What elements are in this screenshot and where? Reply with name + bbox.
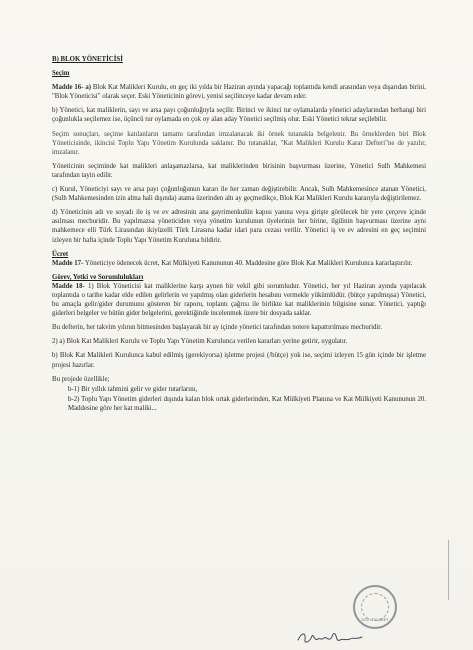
official-stamp: [353, 585, 397, 629]
handwritten-signature: [296, 628, 366, 646]
madde-17-text: Yöneticiye ödenecek ücret, Kat Mülkiyeti Kanununun 40. Maddesine göre Blok Kat Malikleri Kurulunca kararlaştırılır.: [84, 259, 413, 267]
madde-17: [52, 259, 426, 268]
madde-16-a-text: Blok Kat Malikleri Kurulu, en geç iki yılda bir Haziran ayında yapacağı toplantıda kendi arasından veya dışarıdan birini, "Blok Yöneticisi" olarak seçer. Eski Yöneticinin görevi, yenisi seçilinceye kadar devam eder.: [52, 84, 426, 101]
madde-18-text: 1) Blok Yöneticisi kat maliklerine karşı aynen bir vekil gibi sorumludur. Yönetici, her yıl Haziran ayında yapılacak toplantıda o tarihe kadar elde edilen gelirlerin ve yapılmış olan giderlerin hesabını vermekle yükümlüdür. (bütçe yapılmışsa) Yönetici, bu amaçla gelir/gider durumunu gösteren bir raporu, toplantı çağrısı ile birlikte kat maliklerinin bilgisine sunar. Yönetici, yaptığı giderleri belgeler ve bütün gider belgelerini, gerektiğinde incelenmek üzere bir dosyada saklar.: [52, 282, 427, 318]
secim-heading: Seçim: [52, 70, 70, 78]
stamp-text: SÖZ. TİCARET: [361, 617, 389, 622]
defter-paragraph: Bu defterin, her takvim yılının bitmesinden başlayarak bir ay içinde yönetici tarafından notere kapattırılması mecburidir.: [52, 324, 382, 332]
gorev-heading: Görev, Yetki ve Sorumlulukları: [52, 273, 144, 281]
madde-18-2a: 2) a) Blok Kat Malikleri Kurulu ve Toplu Yapı Yönetim Kurulunca verilen kararları yerine getirir, uygulatır.: [52, 338, 348, 346]
document-body: [52, 55, 426, 414]
proje-list: [52, 385, 426, 413]
proje-intro: Bu projede özellikle;: [52, 375, 110, 383]
madde-18-b: b) Blok Kat Malikleri Kurulunca kabul edilmiş (gerekiyorsa) işletme projesi (/bütçe) yok ise, seçimi izleyen 15 gün içinde bir işletme projesi hazırlar.: [52, 352, 426, 369]
secim-sonuclari: Seçim sonuçları, seçime katılanların tamamı tarafından imzalanacak iki örnek tutanakla belgelenir. Bu örneklerden biri Blok Yöneticisinde, ikincisi Toplu Yapı Yönetim Kurulunda saklanır. Bu tutanaklar, "Kat Malikleri Kurulu Karar Defteri"ne de yazılır, imzalanır.: [52, 130, 426, 156]
madde-16-c: c) Kurul, Yöneticiyi sayı ve arsa payı çoğunluğunun kararı ile her zaman değiştirebilir. Ancak, Sulh Mahkemesince atanan Yönetici, (Sulh Mahkemesinden izin alma hali dışında) atama üzerinden altı ay geçmedikçe, Blok Kat Malikleri Kurulu kararıyla değiştirilemez.: [52, 186, 426, 203]
madde-16-d: d) Yöneticinin adı ve soyadı ile iş ve ev adresinin ana gayrimenkulün kapısı yanına veya girişte görülecek bir yere çerçeve içinde asılması mecburidir. Bu yapılmazsa yöneticiden veya yönetim kurulunun üyelerinin her birine, ilgilinin başvurması üzerine aynı mahkemece elli Türk Lirasından ikiyüzelli Türk Lirasına kadar idari para cezası verilir. Yönetici iş ve ev adresini en geç seçimini izleyen bir hafta içinde Toplu Yapı Yönetim Kuruluna bildirir.: [52, 209, 426, 244]
anlasmazlik-paragraph: Yöneticinin seçiminde kat malikleri anlaşamazlarsa, kat maliklerinden birisinin başvurması üzerine, Yönetici Sulh Mahkemesi tarafından tayin edilir.: [52, 162, 426, 179]
madde-16-b: b) Yönetici, kat maliklerin, sayı ve arsa payı çoğunluğuyla seçilir. Birinci ve ikinci tur oylamalarda yönetici adaylarından herhangi biri çoğunlukla seçilemez ise, üçüncü tur oylamada en çok oy alan aday Yönetici seçilmiş olur. Eski Yönetici tekrar seçilebilir.: [52, 107, 426, 124]
madde-18-label: Madde 18-: [52, 282, 85, 290]
madde-18: [52, 282, 426, 318]
section-title: B) BLOK YÖNETİCİSİ: [52, 56, 123, 63]
madde-16-label: Madde 16- a): [52, 84, 92, 92]
madde-16-a: [52, 83, 426, 101]
margin-seal-mark: [448, 540, 463, 600]
list-item: b-2) Toplu Yapı Yönetim giderleri dışında kalan blok ortak giderlerinden, Kat Mülkiyeti Planına ve Kat Mülkiyeti Kanununun 20. Maddesine göre her kat maliki...: [68, 395, 426, 412]
madde-17-label: Madde 17-: [52, 259, 84, 267]
ucret-heading: Ücret: [52, 250, 69, 258]
list-item: b-1) Bir yıllık tahmini gelir ve gider tutarlarını,: [68, 385, 198, 393]
